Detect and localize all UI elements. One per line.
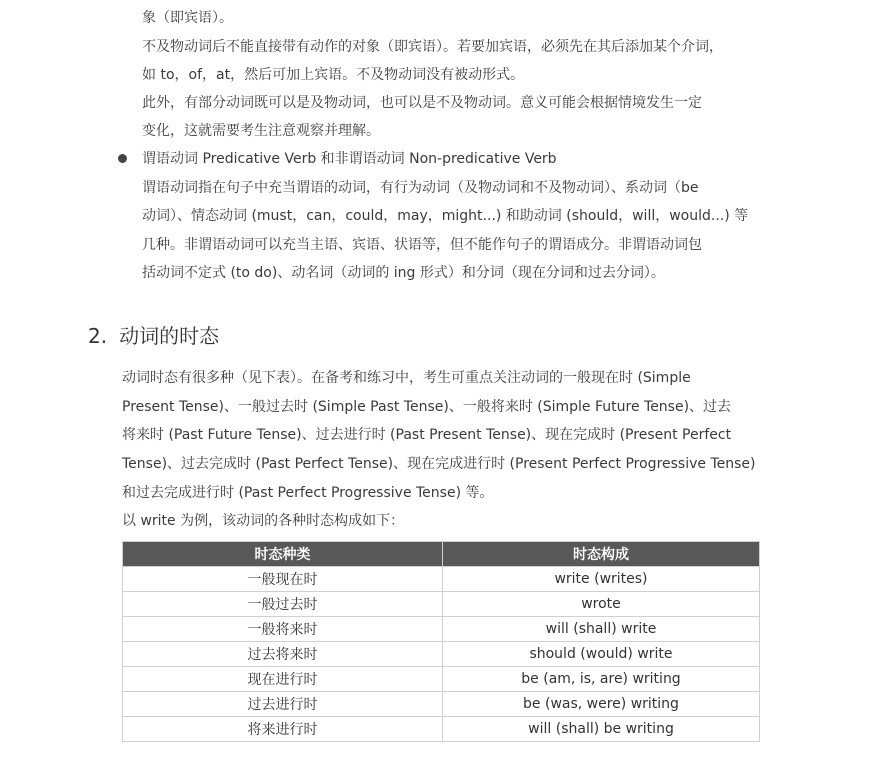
intransitive-line-1: 不及物动词后不能直接带有动作的对象（即宾语）。若要加宾语，必须先在其后添加某个介词， xyxy=(142,39,723,55)
bullet-line-2: 动词）、情态动词 (must，can，could，may，might...) 和助动词 (should，will，would...) 等 xyxy=(142,208,749,224)
table-row xyxy=(123,717,760,742)
section-line-3: 将来时 (Past Future Tense)、过去进行时 (Past Present Tense)、现在完成时 (Present Perfect xyxy=(122,427,732,443)
tense-form-cell: should (would) write xyxy=(443,642,760,667)
section-number: 2. xyxy=(88,324,108,348)
tense-name-cell: 一般现在时 xyxy=(123,567,443,592)
table-row xyxy=(123,642,760,667)
section-title: 动词的时态 xyxy=(119,324,220,348)
table-header-tense-type: 时态种类 xyxy=(123,542,443,567)
tense-name-cell: 现在进行时 xyxy=(123,667,443,692)
intransitive-line-2: 如 to，of，at，然后可加上宾语。不及物动词没有被动形式。 xyxy=(142,67,525,83)
table-row xyxy=(123,592,760,617)
section-line-1: 动词时态有很多种（见下表）。在备考和练习中，考生可重点关注动词的一般现在时 (Simple xyxy=(122,370,691,386)
tense-table xyxy=(122,541,760,742)
bullet-line-1: 谓语动词指在句子中充当谓语的动词，有行为动词（及物动词和不及物动词）、系动词（be xyxy=(142,180,699,196)
tense-form-cell: be (was, were) writing xyxy=(443,692,760,717)
bullet-line-3: 几种。非谓语动词可以充当主语、宾语、状语等，但不能作句子的谓语成分。非谓语动词包 xyxy=(142,237,702,253)
section-heading xyxy=(88,322,219,350)
table-row xyxy=(123,617,760,642)
intro-tail-line: 象（即宾语）。 xyxy=(142,10,233,26)
tense-form-cell: write (writes) xyxy=(443,567,760,592)
table-row xyxy=(123,567,760,592)
bullet-icon xyxy=(118,154,127,163)
table-header-row xyxy=(123,542,760,567)
dual-verb-line-1: 此外，有部分动词既可以是及物动词，也可以是不及物动词。意义可能会根据情境发生一定 xyxy=(142,95,702,111)
table-row xyxy=(123,692,760,717)
section-line-5: 和过去完成进行时 (Past Perfect Progressive Tense) 等。 xyxy=(122,485,494,501)
section-line-4: Tense)、过去完成时 (Past Perfect Tense)、现在完成进行时 (Present Perfect Progressive Tense) xyxy=(122,456,756,472)
tense-form-cell: will (shall) be writing xyxy=(443,717,760,742)
tense-name-cell: 一般过去时 xyxy=(123,592,443,617)
dual-verb-line-2: 变化，这就需要考生注意观察并理解。 xyxy=(142,123,380,139)
section-line-2: Present Tense)、一般过去时 (Simple Past Tense)、一般将来时 (Simple Future Tense)、过去 xyxy=(122,399,732,415)
tense-form-cell: be (am, is, are) writing xyxy=(443,667,760,692)
tense-name-cell: 将来进行时 xyxy=(123,717,443,742)
table-row xyxy=(123,667,760,692)
table-header-tense-form: 时态构成 xyxy=(443,542,760,567)
bullet-title: 谓语动词 Predicative Verb 和非谓语动词 Non-predicative Verb xyxy=(142,151,557,167)
tense-name-cell: 过去将来时 xyxy=(123,642,443,667)
example-intro: 以 write 为例，该动词的各种时态构成如下： xyxy=(122,513,405,529)
tense-name-cell: 一般将来时 xyxy=(123,617,443,642)
tense-name-cell: 过去进行时 xyxy=(123,692,443,717)
bullet-line-4: 括动词不定式 (to do)、动名词（动词的 ing 形式）和分词（现在分词和过去分词）。 xyxy=(142,265,665,281)
tense-form-cell: will (shall) write xyxy=(443,617,760,642)
tense-form-cell: wrote xyxy=(443,592,760,617)
